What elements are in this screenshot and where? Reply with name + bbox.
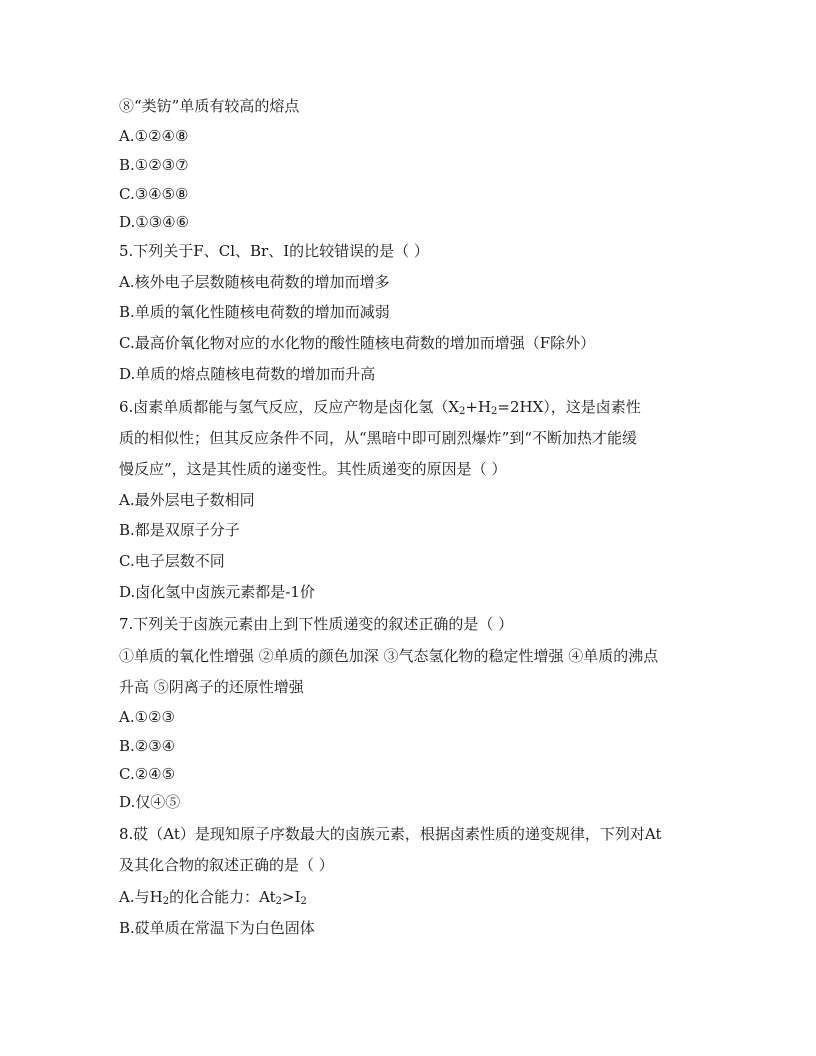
question-7-statements-continued: 升高 ⑤阴离子的还原性增强 (119, 678, 304, 696)
subscript: 2 (300, 896, 307, 907)
option-d: D.仅④⑤ (119, 793, 181, 811)
option-d: D.单质的熔点随核电荷数的增加而升高 (119, 365, 376, 383)
question-6-text-2: +H (465, 398, 492, 416)
option-c: C.③④⑤⑧ (119, 185, 189, 203)
option-a: A.最外层电子数相同 (119, 491, 255, 509)
option-b: B.②③④ (119, 737, 176, 755)
question-6-continued: 慢反应”，这是其性质的递变性。其性质递变的原因是（ ） (119, 460, 507, 478)
option-a: A.核外电子层数随核电荷数的增加而增多 (119, 273, 390, 291)
question-8-continued: 及其化合物的叙述正确的是（ ） (119, 856, 334, 874)
option-b: B.砹单质在常温下为白色固体 (119, 919, 315, 937)
option-c: C.最高价氧化物对应的水化物的酸性随核电荷数的增加而增强（F除外） (119, 334, 596, 352)
option-line: ⑧“类钫”单质有较高的熔点 (119, 97, 300, 115)
question-7: 7.下列关于卤族元素由上到下性质递变的叙述正确的是（ ） (119, 615, 514, 633)
question-6 (119, 397, 641, 417)
option-a-text-3: >I (282, 888, 301, 906)
subscript: 2 (162, 896, 170, 907)
option-b: B.都是双原子分子 (119, 521, 240, 539)
question-8: 8.砹（At）是现知原子序数最大的卤族元素，根据卤素性质的递变规律，下列对At (119, 825, 662, 843)
option-a: A.①②③ (119, 708, 175, 726)
question-6-text-3: =2HX），这是卤素性 (497, 398, 641, 416)
question-6-continued: 质的相似性；但其反应条件不同，从“黑暗中即可剧烈爆炸”到“不断加热才能缓 (119, 429, 638, 447)
option-a (119, 887, 307, 907)
option-d: D.卤化氢中卤族元素都是-1价 (119, 583, 315, 601)
subscript: 2 (491, 406, 498, 417)
question-7-statements: ①单质的氧化性增强 ②单质的颜色加深 ③气态氢化物的稳定性增强 ④单质的沸点 (119, 647, 659, 665)
question-6-text-1: 6.卤素单质都能与氢气反应，反应产物是卤化氢（X (119, 398, 459, 416)
option-b: B.单质的氧化性随核电荷数的增加而减弱 (119, 303, 390, 321)
option-b: B.①②③⑦ (119, 156, 189, 174)
option-d: D.①③④⑥ (119, 213, 190, 231)
subscript: 2 (459, 406, 466, 417)
option-c: C.电子层数不同 (119, 552, 225, 570)
option-a-text-2: 的化合能力：At (169, 888, 276, 906)
option-a-text-1: A.与H (119, 888, 163, 906)
question-5: 5.下列关于F、Cl、Br、I的比较错误的是（ ） (119, 242, 429, 260)
option-c: C.②④⑤ (119, 765, 176, 783)
subscript: 2 (275, 896, 283, 907)
option-a: A.①②④⑧ (119, 127, 189, 145)
